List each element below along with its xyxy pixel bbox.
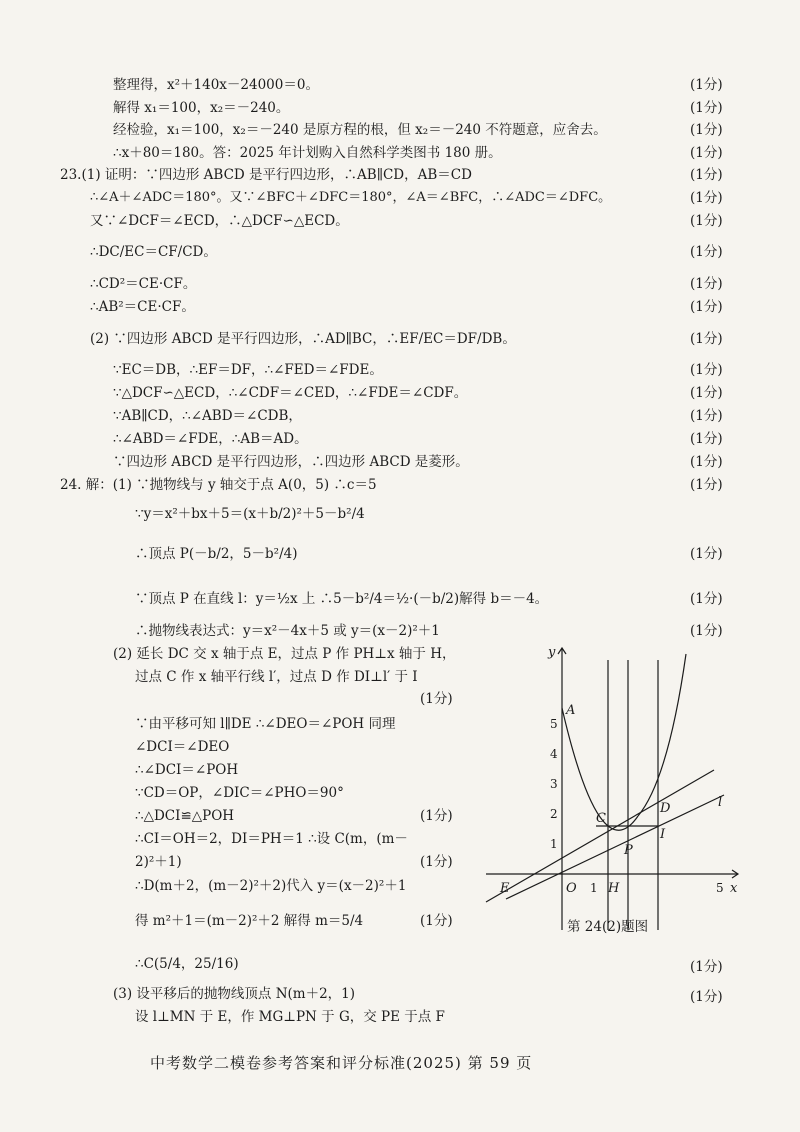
text-line: (2) 延长 DC 交 x 轴于点 E，过点 P 作 PH⊥x 轴于 H， xyxy=(113,646,456,662)
text-line: 整理得，x²＋140x－24000＝0。 xyxy=(113,77,319,93)
score-label: (1分) xyxy=(690,145,723,161)
text-line: 得 m²＋1＝(m－2)²＋2 解得 m＝5/4 xyxy=(135,913,364,929)
label-p: P xyxy=(624,843,633,858)
text-line: (3) 设平移后的抛物线顶点 N(m＋2，1) xyxy=(113,986,356,1002)
label-l: l xyxy=(718,795,723,810)
text-line: 过点 C 作 x 轴平行线 l′，过点 D 作 DI⊥l′ 于 I xyxy=(135,669,418,685)
score-label: (1分) xyxy=(690,546,723,562)
parabola-curve-right xyxy=(638,654,686,816)
text-line: ∴∠A＋∠ADC＝180°。又∵∠BFC＋∠DFC＝180°，∠A＝∠BFC，∴∠ADC＝∠DFC。 xyxy=(90,190,612,205)
label-c: C xyxy=(596,811,606,826)
text-line: ∴△DCI≌△POH xyxy=(135,808,235,824)
score-label: (1分) xyxy=(690,623,723,639)
text-line: 经检验，x₁＝100，x₂＝－240 是原方程的根，但 x₂＝－240 不符题意，应舍去。 xyxy=(113,122,607,138)
text-line: ∴C(5/4，25/16) xyxy=(135,956,239,972)
text-line: ∵EC＝DB，∴EF＝DF，∴∠FED＝∠FDE。 xyxy=(113,362,383,378)
tick-y-4: 4 xyxy=(550,747,558,761)
page-footer: 中考数学二模卷参考答案和评分标准(2025) 第 59 页 xyxy=(150,1054,533,1072)
text-line: ∴x＋80＝180。答：2025 年计划购入自然科学类图书 180 册。 xyxy=(113,145,502,161)
text-line: 又∵∠DCF＝∠ECD，∴△DCF∽△ECD。 xyxy=(90,213,349,229)
score-label: (1分) xyxy=(690,989,723,1005)
text-line: ∵四边形 ABCD 是平行四边形，∴四边形 ABCD 是菱形。 xyxy=(113,454,469,470)
tick-x-5: 5 xyxy=(716,881,724,895)
score-label: (1分) xyxy=(690,331,723,347)
score-label: (1分) xyxy=(690,362,723,378)
label-o: O xyxy=(566,881,577,896)
text-line: ∵△DCF∽△ECD，∴∠CDF＝∠CED，∴∠FDE＝∠CDF。 xyxy=(113,385,468,401)
text-line: ∴CI＝OH＝2，DI＝PH＝1 ∴设 C(m，(m－ xyxy=(135,831,408,847)
tick-y-3: 3 xyxy=(550,777,558,791)
score-label: (1分) xyxy=(420,808,453,824)
label-x-axis: x xyxy=(730,881,738,896)
text-line: ∵顶点 P 在直线 l：y＝½x 上 ∴5－b²/4＝½·(－b/2)解得 b＝－4。 xyxy=(135,591,549,607)
text-line: ∵AB∥CD，∴∠ABD＝∠CDB， xyxy=(113,408,302,424)
score-label: (1分) xyxy=(690,385,723,401)
score-label: (1分) xyxy=(690,454,723,470)
parabola-figure xyxy=(478,640,748,940)
score-label: (1分) xyxy=(690,276,723,292)
score-label: (1分) xyxy=(690,213,723,229)
score-label: (1分) xyxy=(690,299,723,315)
text-line: ∠DCI＝∠DEO xyxy=(135,739,230,755)
text-line: 设 l⊥MN 于 E，作 MG⊥PN 于 G，交 PE 于点 F xyxy=(135,1009,445,1025)
text-line: ∵CD＝OP，∠DIC＝∠PHO＝90° xyxy=(135,785,344,801)
label-d: D xyxy=(660,801,671,816)
text-line: ∴抛物线表达式：y＝x²－4x＋5 或 y＝(x－2)²＋1 xyxy=(135,623,440,639)
score-label: (1分) xyxy=(420,854,453,870)
text-line: ∵y＝x²＋bx＋5＝(x＋b/2)²＋5－b²/4 xyxy=(135,506,365,522)
label-i: I xyxy=(660,827,666,842)
tick-y-5: 5 xyxy=(550,717,558,731)
score-label: (1分) xyxy=(690,477,723,493)
line-de xyxy=(486,770,714,902)
text-line: ∴∠DCI＝∠POH xyxy=(135,762,239,778)
label-y-axis: y xyxy=(548,645,556,660)
score-label: (1分) xyxy=(690,591,723,607)
score-label: (1分) xyxy=(690,190,723,206)
text-line: 23.(1) 证明：∵四边形 ABCD 是平行四边形，∴AB∥CD，AB＝CD xyxy=(60,167,472,183)
score-label: (1分) xyxy=(690,431,723,447)
text-line: ∴DC/EC＝CF/CD。 xyxy=(90,244,217,260)
figure-caption: 第 24(2)题图 xyxy=(567,919,649,935)
score-label: (1分) xyxy=(420,913,453,929)
text-line: ∴顶点 P(－b/2，5－b²/4) xyxy=(135,546,298,562)
score-label: (1分) xyxy=(690,100,723,116)
text-line: (1分) xyxy=(420,691,453,707)
text-line: 24. 解：(1) ∵抛物线与 y 轴交于点 A(0，5) ∴c＝5 xyxy=(60,477,377,493)
score-label: (1分) xyxy=(690,122,723,138)
label-e: E xyxy=(500,881,510,896)
text-line: 解得 x₁＝100，x₂＝－240。 xyxy=(113,100,290,116)
score-label: (1分) xyxy=(690,77,723,93)
text-line: ∴AB²＝CE·CF。 xyxy=(90,299,195,315)
label-h: H xyxy=(608,881,620,896)
score-label: (1分) xyxy=(690,408,723,424)
score-label: (1分) xyxy=(690,167,723,183)
text-line: (2) ∵四边形 ABCD 是平行四边形，∴AD∥BC，∴EF/EC＝DF/DB。 xyxy=(90,331,516,347)
tick-y-1: 1 xyxy=(550,837,558,851)
label-a: A xyxy=(566,703,576,718)
score-label: (1分) xyxy=(690,959,723,975)
score-label: (1分) xyxy=(690,244,723,260)
tick-y-2: 2 xyxy=(550,807,558,821)
text-line: ∴∠ABD＝∠FDE，∴AB＝AD。 xyxy=(113,431,308,447)
tick-x-1: 1 xyxy=(590,881,598,895)
text-line: ∵由平移可知 l∥DE ∴∠DEO＝∠POH 同理 xyxy=(135,716,396,732)
text-line: ∴CD²＝CE·CF。 xyxy=(90,276,197,292)
text-line: 2)²＋1) xyxy=(135,854,182,870)
text-line: ∴D(m＋2，(m－2)²＋2)代入 y＝(x－2)²＋1 xyxy=(135,878,407,894)
